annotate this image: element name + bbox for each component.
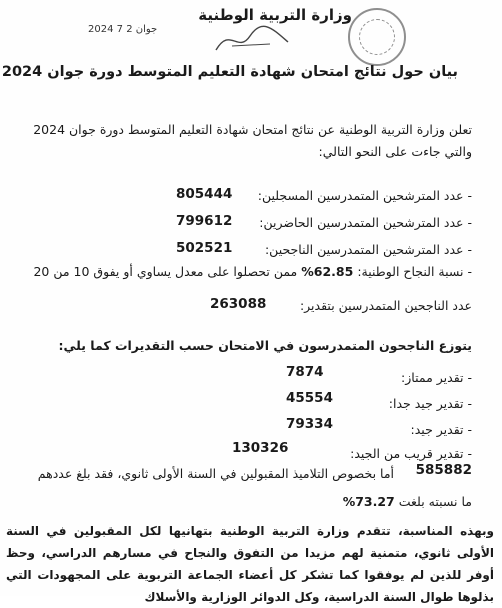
present-value: 799612 — [176, 213, 233, 229]
registered-label: - عدد المترشحين المتمدرسين المسجلين: — [257, 188, 472, 203]
intro-line-2: والتي جاءت على النحو التالي: — [318, 144, 472, 159]
closing-paragraph: وبهذه المناسبة، تتقدم وزارة التربية الوطنية بتهانيها لكل المقبولين في السنة الأولى ثانوي، متمنية لهم مزيدا من التفوق والنجاح في مسارهم الدراسي، وحظ أوفر للذين لم يوفقوا كما تشكر كل أعضاء الجماعة التربوية على المجهودات التي بذلوها طوال السنة الدراسية، وكل الدوائر الوزارية والأسلاك — [6, 524, 494, 604]
success-rate-line — [14, 264, 472, 279]
grade-total-value: 263088 — [210, 296, 267, 312]
grade-total-label: عدد الناجحين المتمدرسين بتقدير: — [299, 298, 472, 313]
passed-label: - عدد المترشحين المتمدرسين الناجحين: — [264, 242, 472, 257]
grade-label-very-good: - تقدير جيد جدا: — [388, 396, 472, 411]
grade-label-fairly-good: - تقدير قريب من الجيد: — [350, 446, 472, 461]
grade-value-good: 79334 — [286, 416, 333, 432]
grade-value-very-good: 45554 — [286, 390, 333, 406]
grade-value-excellent: 7874 — [286, 364, 324, 380]
signature-icon — [212, 20, 292, 60]
admitted-rate-line — [8, 494, 472, 509]
success-rate-suffix: ممن تحصلوا على معدل يساوي أو يفوق 10 من 20 — [33, 264, 298, 279]
registered-value: 805444 — [176, 186, 233, 202]
success-rate-value: 62.85% — [301, 264, 354, 279]
official-seal-icon — [348, 8, 406, 66]
ministry-header: وزارة التربية الوطنية — [198, 6, 352, 24]
present-label: - عدد المترشحين المتمدرسين الحاضرين: — [259, 215, 472, 230]
document-date: 2024 جوان 2 7 — [88, 24, 158, 35]
grade-label-good: - تقدير جيد: — [410, 422, 472, 437]
distribution-heading: يتوزع الناجحون المتمدرسون في الامتحان حسب التقديرات كما يلي: — [58, 338, 472, 353]
admitted-text: أما بخصوص التلاميذ المقبولين في السنة الأولى ثانوي، فقد بلغ عددهم — [37, 466, 394, 481]
grade-value-fairly-good: 130326 — [232, 440, 289, 456]
grade-label-excellent: - تقدير ممتاز: — [401, 370, 472, 385]
admitted-rate-text: ما نسبته بلغت — [398, 494, 472, 509]
admitted-rate-value: 73.27% — [342, 494, 395, 509]
intro-line-1: تعلن وزارة التربية الوطنية عن نتائج امتحان شهادة التعليم المتوسط دورة جوان 2024 — [33, 122, 472, 137]
document-title: بيان حول نتائج امتحان شهادة التعليم المتوسط دورة جوان 2024 — [1, 64, 458, 80]
admitted-count: 585882 — [415, 462, 472, 478]
passed-value: 502521 — [176, 240, 233, 256]
success-rate-prefix: - نسبة النجاح الوطنية: — [357, 264, 472, 279]
